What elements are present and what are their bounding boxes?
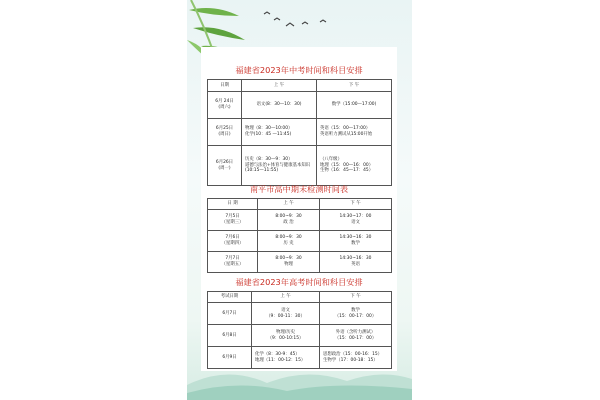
- header-date: 考试日期: [208, 292, 252, 303]
- section-title: 福建省2023年中考时间和科目安排: [235, 65, 363, 75]
- table-row: 7月5日 （星期三） 8:00~9：30 政 治 14:30~17：00 语文: [208, 210, 392, 231]
- header-am: 上 午: [242, 80, 317, 92]
- table-row: 6月26日 (周一) 历史（8：30—9：30） 道德与法治+体育与健康基本知识 (10:15—11:55) （八年级） 地理（15：00—16：00） 生物（16：45—17：45）: [208, 146, 392, 186]
- header-am: 上 午: [258, 199, 320, 210]
- header-date: 日期: [208, 80, 242, 92]
- header-pm: 下 午: [320, 199, 392, 210]
- table-row: 6月25日 (周日) 物理（8：30—10:00） 化学(10：45 —11:45) 英语（15：00—17:00） 英语听力测试从15:00开始: [208, 119, 392, 146]
- table-row: 6月9日 化学（8：30-9：45） 地理（11：00-12：15） 思想政治（15：00-16：15） 生物学（17：00-18：15）: [208, 347, 392, 369]
- schedule-card: [201, 47, 397, 371]
- table-row: 6月8日 物理/历史 （9：00-10:15） 外语（含听力测试） （15：00-17：00）: [208, 325, 392, 347]
- middle-school-exam-table: [207, 79, 392, 186]
- exam-schedule-poster: [187, 0, 412, 400]
- header-am: 上 午: [252, 292, 320, 303]
- header-date: 日 期: [208, 199, 258, 210]
- table-row: 6月7日 语文 （9：00-11：30） 数学 （15：00-17：00）: [208, 303, 392, 325]
- birds-icon: [262, 8, 342, 30]
- table-row: 7月6日 （星期四） 8:00~9：30 历 史 14:30~16：30 数学: [208, 231, 392, 252]
- gaokao-exam-table: [207, 291, 392, 369]
- section-title: 南平市高中期末检测时间表: [249, 184, 349, 194]
- table-row: 6月 24日 (周六) 语文(8：30—10：30) 数学（15:00—17:00): [208, 92, 392, 119]
- high-school-final-exam-table: [207, 198, 392, 273]
- table-row: 7月7日 （星期五） 8:00~9：30 物理 14:30~16：30 英语: [208, 252, 392, 273]
- header-pm: 下 午: [317, 80, 392, 92]
- header-pm: 下 午: [320, 292, 392, 303]
- section-title: 福建省2023年高考时间和科目安排: [235, 277, 363, 287]
